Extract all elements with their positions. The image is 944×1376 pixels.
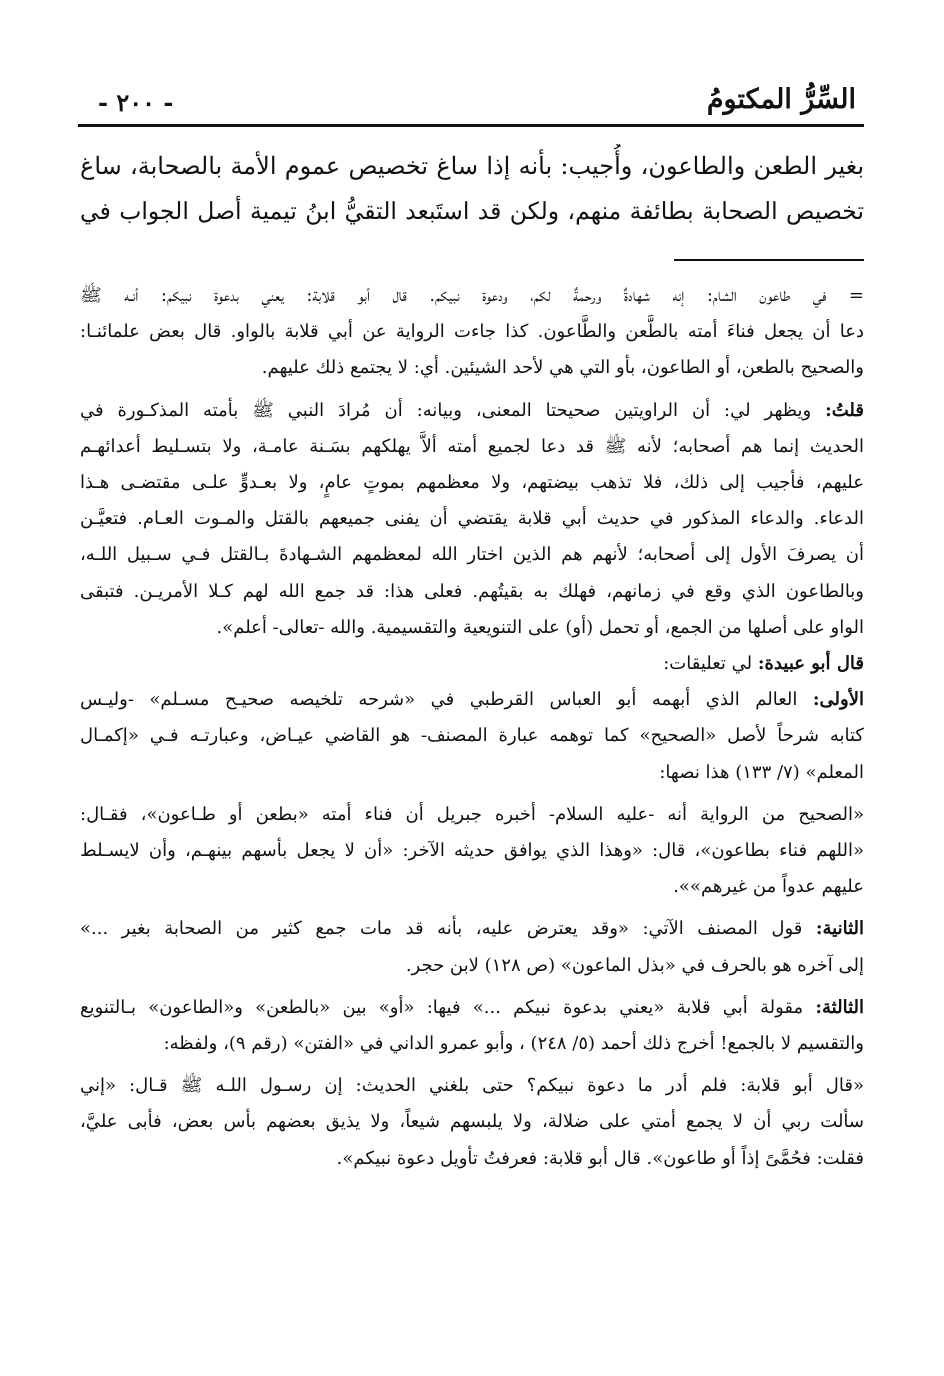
page-number: - ٢٠٠ - xyxy=(98,88,174,117)
footnote-text: عليهم عدواً من غيرهم»». xyxy=(673,876,864,898)
footnote-line xyxy=(80,755,864,791)
footnote-line xyxy=(80,1026,864,1062)
footnote-text: وبالطاعون الذي وقع في زمانهم، فهلك به بقيتُهم. فعلى هذا: قد جمع الله لهم كـلا الأمريـن. فتبقى xyxy=(80,580,864,602)
main-line: بغير الطعن والطاعون، وأُجيب: بأنه إذا ساغ تخصيص عموم الأمة بالصحابة، ساغ xyxy=(80,152,864,180)
footnote-text: العالم الذي أبهمه أبو العباس القرطبي في «شرحه تلخيصه صحيـح مسـلم» -وليـس xyxy=(80,689,813,711)
footnote-text: والتقسيم لا بالجمع! أخرج ذلك أحمد (٥/ ٢٤٨) ، وأبو عمرو الداني في «الفتن» (رقم ٩)، ولفظه: xyxy=(163,1033,864,1055)
footnote-line xyxy=(80,1068,864,1104)
footnote-lead: الثالثة: xyxy=(815,996,864,1018)
footnote-line xyxy=(80,314,864,350)
main-line: تخصيص الصحابة بطائفة منهم، ولكن قد استَبعد التقيُّ ابنُ تيمية أصل الجواب في xyxy=(80,197,864,225)
header-rule xyxy=(78,124,864,127)
footnote-text: دعا أن يجعل فناءَ أمته بالطَّعن والطَّاعون. كذا جاءت الرواية عن أبي قلابة بالواو. قال بعض علمائنـا: xyxy=(80,321,864,343)
footnote-rule xyxy=(674,259,864,261)
footnote-text: الحديث إنما هم أصحابه؛ لأنه ﷺ قد دعا لجميع أمته ألاَّ يهلكهم بسَـنة عامـة، ولا بتسـليط أعدائهـم xyxy=(80,435,864,457)
footnote-line xyxy=(80,574,864,610)
footnote-line xyxy=(80,911,864,947)
footnote-text: لي تعليقات: xyxy=(663,653,758,675)
footnote-line xyxy=(80,646,864,682)
footnote-line xyxy=(80,429,864,465)
footnote-text: مقولة أبي قلابة «يعني بدعوة نبيكم ...» فيها: «أو» بين «بالطعن» و«الطاعون» بـالتنويع xyxy=(80,996,816,1018)
footnote-line xyxy=(80,869,864,905)
footnote-line xyxy=(80,990,864,1026)
footnote-text: فقلت: فحُمَّىً إذاً أو طاعون». قال أبو قلابة: فعرفتُ تأويل دعوة نبيكم». xyxy=(336,1147,864,1169)
footnote-text: قول المصنف الآتي: «وقد يعترض عليه، بأنه قد مات جمع كثير من الصحابة بغير ...» xyxy=(80,918,816,940)
footnote-text: «اللهم فناء بطاعون»، قال: «وهذا الذي يوافق حديثه الآخر: «أن لا يجعل بأسهم بينهـم، وأن لايسـلط xyxy=(80,840,864,862)
footnote-lead: قال أبو عبيدة: xyxy=(757,653,864,675)
book-title: السِّرُّ المكتومُ xyxy=(706,84,856,115)
footnote-text: إلى آخره هو بالحرف في «بذل الماعون» (ص ١٢٨) لابن حجر. xyxy=(405,954,864,976)
footnote-text: الواو على أصلها من الجمع، أو تحمل (أو) على التنويعية والتقسيمية. والله -تعالى- أعلم». xyxy=(216,616,864,638)
footnote-line xyxy=(80,350,864,386)
footnote-line xyxy=(80,465,864,501)
footnote-text: عليهم، فأجيب إلى ذلك، فلا تذهب بيضتهم، ولا معظمهم بموتٍ عامٍ، ولا بعـدوٍّ علـى مقتضـى هـذا xyxy=(80,472,864,494)
footnote-line xyxy=(80,948,864,984)
footnote-line xyxy=(80,1141,864,1177)
footnote-text: أن يصرفَ الأول إلى أصحابه؛ لأنهم هم الذين اختار الله لمعظمهم الشـهادةَ بـالقتل فـي سـبيل اللـه، xyxy=(80,544,864,566)
footnote-lead: قلتُ: xyxy=(825,399,864,421)
footnote-line xyxy=(80,718,864,754)
footnote-text: والصحيح بالطعن، أو الطاعون، بأو التي هي لأحد الشيئين. أي: لا يجتمع ذلك عليهم. xyxy=(261,357,864,379)
footnote-line xyxy=(80,393,864,429)
footnote-line xyxy=(80,797,864,833)
footnote-text: سألت ربي أن لا يجمع أمتي على ضلالة، ولا يلبسهم شيعاً، ولا يذيق بعضهم بأس بعض، فأبى عليَّ، xyxy=(80,1111,864,1133)
footnote-line xyxy=(80,682,864,718)
footnote-line xyxy=(80,833,864,869)
footnote-text: = في طاعون الشام: إنه شهادةٌ ورحمةٌ لكم، ودعوة نبيكم. قال أبو قلابة: يعني بدعوة نبيكم: أنـه ﷺ xyxy=(80,285,864,306)
footnote-lead: الأولى: xyxy=(812,689,864,711)
footnote-line xyxy=(80,610,864,646)
footnote-text: كتابه شرحاً لأصل «الصحيح» كما توهمه عبارة المصنف- هو القاضي عيـاض، وعبارتـه فـي «إكمـال xyxy=(80,725,864,747)
footnote-line xyxy=(80,278,864,314)
footnote-text: «الصحيح من الرواية أنه -عليه السلام- أخبره جبريل أن فناء أمته «بطعن أو طـاعون»، فقـال: xyxy=(80,803,864,825)
footnotes xyxy=(80,278,864,1177)
footnote-text: ويظهر لي: أن الراويتين صحيحتا المعنى، وبيانه: أن مُرادَ النبي ﷺ بأمته المذكـورة في xyxy=(80,399,826,421)
footnote-text: الدعاء. والدعاء المذكور في حديث أبي قلابة يقتضي أن يفنى جميعهم بالقتل والمـوت العـام. فتعيَّـن xyxy=(80,508,864,530)
footnote-line xyxy=(80,537,864,573)
main-text xyxy=(80,144,864,234)
footnote-text: «قال أبو قلابة: فلم أدر ما دعوة نبيكم؟ حتى بلغني الحديث: إن رسـول اللـه ﷺ قـال: «إني xyxy=(80,1075,864,1097)
footnote-lead: الثانية: xyxy=(815,918,864,940)
footnote-line xyxy=(80,1104,864,1140)
footnote-text: المعلم» (٧/ ١٣٣) هذا نصها: xyxy=(659,761,864,783)
footnote-line xyxy=(80,501,864,537)
